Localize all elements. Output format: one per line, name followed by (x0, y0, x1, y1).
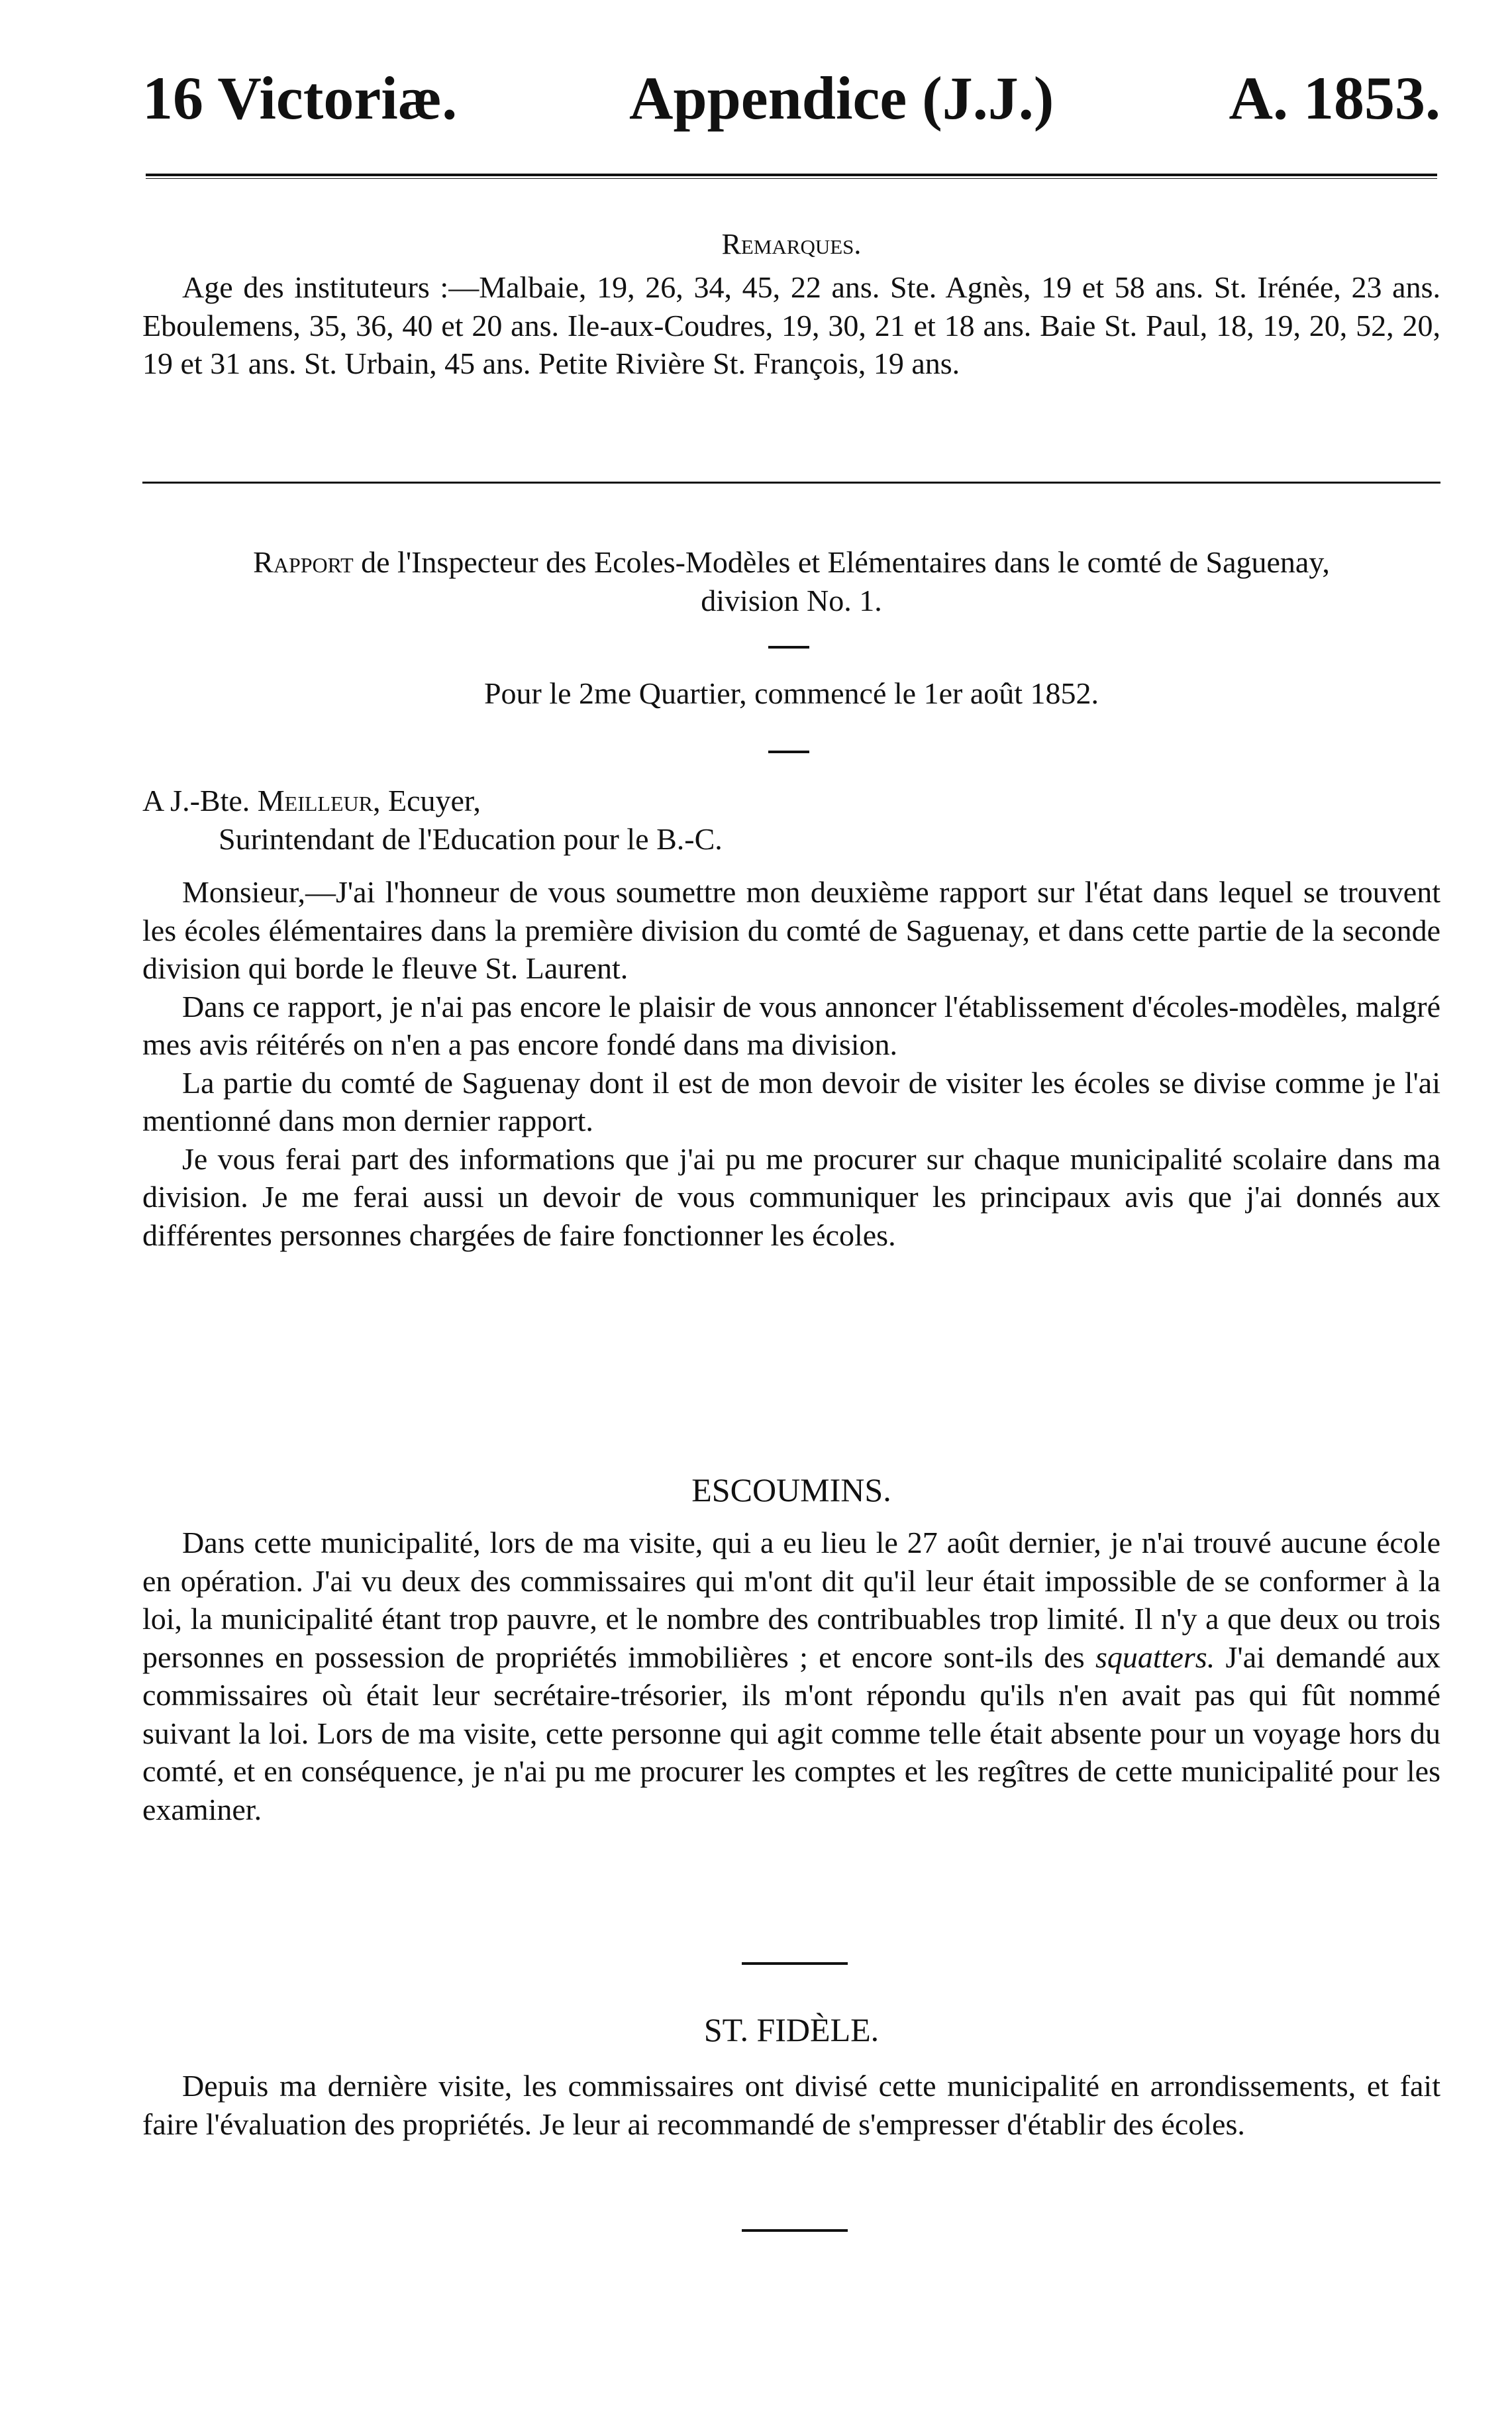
paragraph: Je vous ferai part des informations que j'ai pu me procurer sur chaque municipalité scolaire dans ma division. Je me ferai aussi un devoir de vous communiquer les principaux avis que j'ai donnés aux différentes personnes chargées de faire fonctionner les écoles. (142, 1141, 1440, 1252)
st-fidele-text: Depuis ma dernière visite, les commissaires ont divisé cette municipalité en arrondissements, et fait faire l'évaluation des propriétés. Je leur ai recommandé de s'empresser d'établir des écoles. (142, 2069, 1440, 2141)
header-year: A. 1853. (1229, 64, 1440, 132)
header-regnal-year: 16 Victoriæ. (142, 64, 458, 132)
address-prefix: A J.-Bte. (142, 784, 258, 817)
letter-body (142, 873, 1440, 1254)
report-title-rest: de l'Inspecteur des Ecoles-Modèles et Elémentaires dans le comté de Saguenay, division No. 1. (353, 545, 1330, 617)
header-appendix: Appendice (J.J.) (629, 64, 1054, 132)
header-rule (146, 174, 1437, 179)
report-title-lead: Rapport (253, 545, 354, 579)
report-title (142, 543, 1440, 619)
short-divider (742, 2229, 848, 2232)
short-divider (742, 1962, 848, 1965)
escoumins-text: Dans cette municipalité, lors de ma visite, qui a eu lieu le 27 août dernier, je n'ai trouvé aucune école en opération. J'ai vu deux des commissaires qui m'ont dit qu'il leur était impossible de se conformer à la loi, la municipalité étant trop pauvre, et le nombre des contribuables trop limité. Il n'y a que deux ou trois personnes en possession de propriétés immobilières ; et encore sont-ils des squatters. J'ai demandé aux commissaires où était leur secrétaire-trésorier, ils m'ont répondu qu'ils n'en avait pas qui fût nommé suivant la loi. Lors de ma visite, cette personne qui agit comme telle était absente pour un voyage hors du comté, et en conséquence, je n'ai pu me procurer les comptes et les regîtres de cette municipalité pour les examiner. (142, 1526, 1440, 1826)
address-name: Meilleur (257, 784, 373, 817)
st-fidele-heading: ST. FIDÈLE. (703, 2011, 880, 2048)
address-suffix: , Ecuyer, (372, 784, 481, 817)
escoumins-heading: ESCOUMINS. (691, 1471, 891, 1508)
paragraph: Dans ce rapport, je n'ai pas encore le plaisir de vous annoncer l'établissement d'écoles-modèles, malgré mes avis réitérés on n'en a pas encore fondé dans ma division. (142, 989, 1440, 1061)
remarques-title: Remarques. (721, 228, 862, 260)
short-divider (768, 751, 809, 753)
report-quarter: Pour le 2me Quartier, commencé le 1er août 1852. (483, 676, 1099, 710)
section-divider (142, 482, 1440, 484)
remarques-text: Age des instituteurs :—Malbaie, 19, 26, 34, 45, 22 ans. Ste. Agnès, 19 et 58 ans. St. Irénée, 23 ans. Eboulemens, 35, 36, 40 et 20 ans. Ile-aux-Coudres, 19, 30, 21 et 18 ans. Baie St. Paul, 18, 19, 20, 52, 20, 19 et 31 ans. St. Urbain, 45 ans. Petite Rivière St. François, 19 ans. (142, 270, 1440, 380)
italic-term: squatters. (1095, 1640, 1215, 1674)
address-block (142, 782, 1440, 858)
paragraph: Monsieur,—J'ai l'honneur de vous soumettre mon deuxième rapport sur l'état dans lequel se trouvent les écoles élémentaires dans la première division du comté de Saguenay, et dans cette partie de la seconde division qui borde le fleuve St. Laurent. (142, 875, 1440, 985)
running-header (142, 63, 1440, 136)
address-title: Surintendant de l'Education pour le B.-C. (219, 821, 723, 856)
short-divider (768, 646, 809, 649)
paragraph: La partie du comté de Saguenay dont il est de mon devoir de visiter les écoles se divise comme je l'ai mentionné dans mon dernier rapport. (142, 1065, 1440, 1137)
